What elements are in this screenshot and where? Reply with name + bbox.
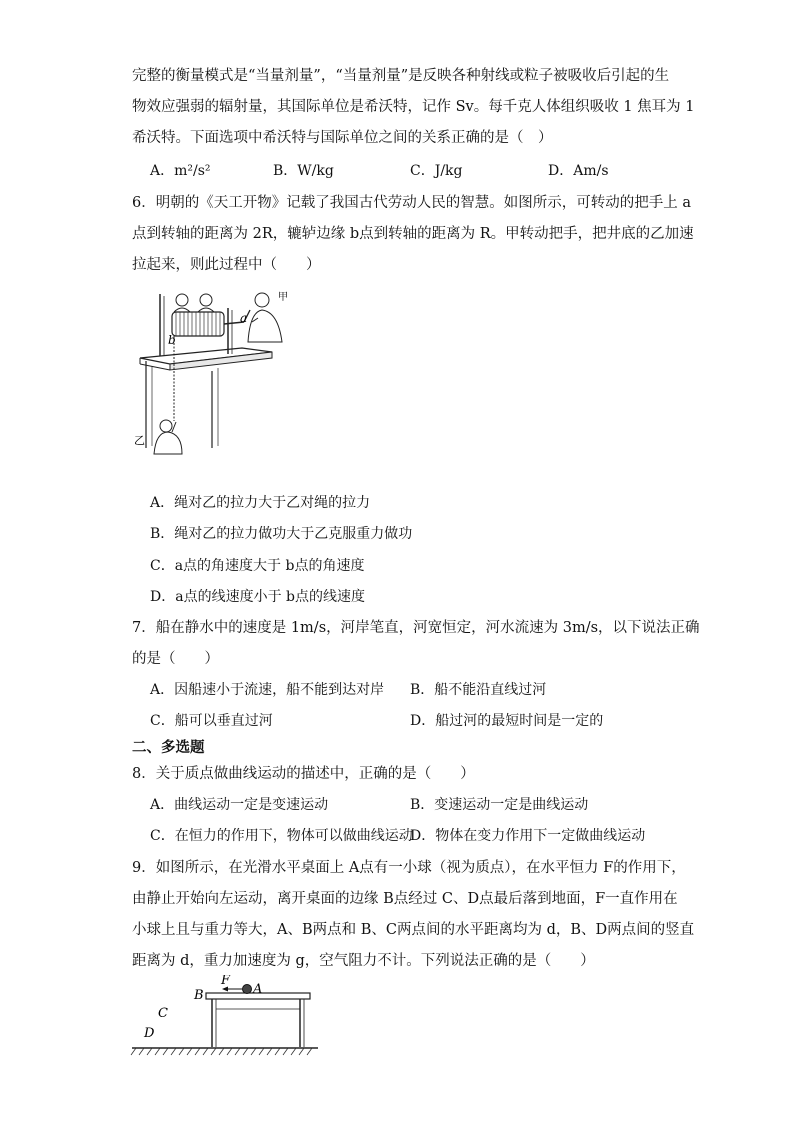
intro-option-d: D．Am/s (548, 163, 609, 179)
label-jia: 甲 (278, 292, 288, 303)
q8-option-c: C．在恒力的作用下，物体可以做曲线运动 (150, 828, 413, 844)
q6-line-3: 拉起来，则此过程中（ ） (132, 257, 321, 273)
q6-option-b: B．绳对乙的拉力做功大于乙克服重力做功 (150, 526, 413, 542)
q6-option-c: C．a点的角速度大于 b点的角速度 (150, 558, 365, 574)
q8-line-1: 8．关于质点做曲线运动的描述中，正确的是（ ） (132, 766, 475, 782)
q9-line-3: 小球上且与重力等大，A、B两点和 B、C两点间的水平距离均为 d，B、D两点间的竖直 (132, 922, 695, 938)
q9-line-4: 距离为 d，重力加速度为 g，空气阻力不计。下列说法正确的是（ ） (132, 953, 595, 969)
intro-line-2: 物效应强弱的辐射量，其国际单位是希沃特，记作 Sv。每千克人体组织吸收 1 焦耳为 1 (132, 99, 695, 115)
q7-option-c: C．船可以垂直过河 (150, 713, 273, 729)
intro-line-1: 完整的衡量模式是“当量剂量”，“当量剂量”是反映各种射线或粒子被吸收后引起的生 (132, 68, 670, 84)
label-B: B (194, 988, 204, 1003)
q8-option-d: D．物体在变力作用下一定做曲线运动 (410, 828, 646, 844)
intro-option-a: A．m²/s² (150, 163, 211, 179)
q7-option-b: B．船不能沿直线过河 (410, 682, 547, 698)
q8-option-b: B．变速运动一定是曲线运动 (410, 797, 589, 813)
q7-option-d: D．船过河的最短时间是一定的 (410, 713, 604, 729)
q6-line-1: 6．明朝的《天工开物》记载了我国古代劳动人民的智慧。如图所示，可转动的把手上 a (132, 195, 691, 211)
windlass-figure (132, 286, 302, 456)
label-a: a (240, 311, 248, 325)
section-title: 二、多选题 (132, 739, 205, 756)
intro-option-b: B．W/kg (273, 163, 334, 179)
ball-icon (243, 985, 252, 994)
q6-option-a: A．绳对乙的拉力大于乙对绳的拉力 (150, 495, 371, 511)
intro-option-c: C．J/kg (410, 163, 463, 179)
label-A: A (253, 982, 263, 997)
q7-line-1: 7．船在静水中的速度是 1m/s，河岸笔直，河宽恒定，河水流速为 3m/s，以下说法正确 (132, 620, 700, 636)
q6-option-d: D．a点的线速度小于 b点的线速度 (150, 589, 365, 605)
q7-option-a: A．因船速小于流速，船不能到达对岸 (150, 682, 385, 698)
q8-option-a: A．曲线运动一定是变速运动 (150, 797, 329, 813)
q7-line-2: 的是（ ） (132, 651, 219, 667)
intro-line-3: 希沃特。下面选项中希沃特与国际单位之间的关系正确的是（ ） (132, 130, 553, 146)
q6-line-2: 点到转轴的距离为 2R，辘轳边缘 b点到转轴的距离为 R。甲转动把手，把井底的乙加速 (132, 226, 694, 242)
label-b: b (168, 333, 176, 347)
label-yi: 乙 (134, 434, 145, 447)
label-F: F (221, 975, 231, 988)
label-C: C (158, 1006, 168, 1021)
q9-line-2: 由静止开始向左运动，离开桌面的边缘 B点经过 C、D点最后落到地面，F一直作用在 (132, 891, 678, 907)
table-figure (130, 975, 320, 1060)
q9-line-1: 9．如图所示，在光滑水平桌面上 A点有一小球（视为质点），在水平恒力 F的作用下， (132, 860, 686, 876)
label-D: D (144, 1026, 155, 1041)
